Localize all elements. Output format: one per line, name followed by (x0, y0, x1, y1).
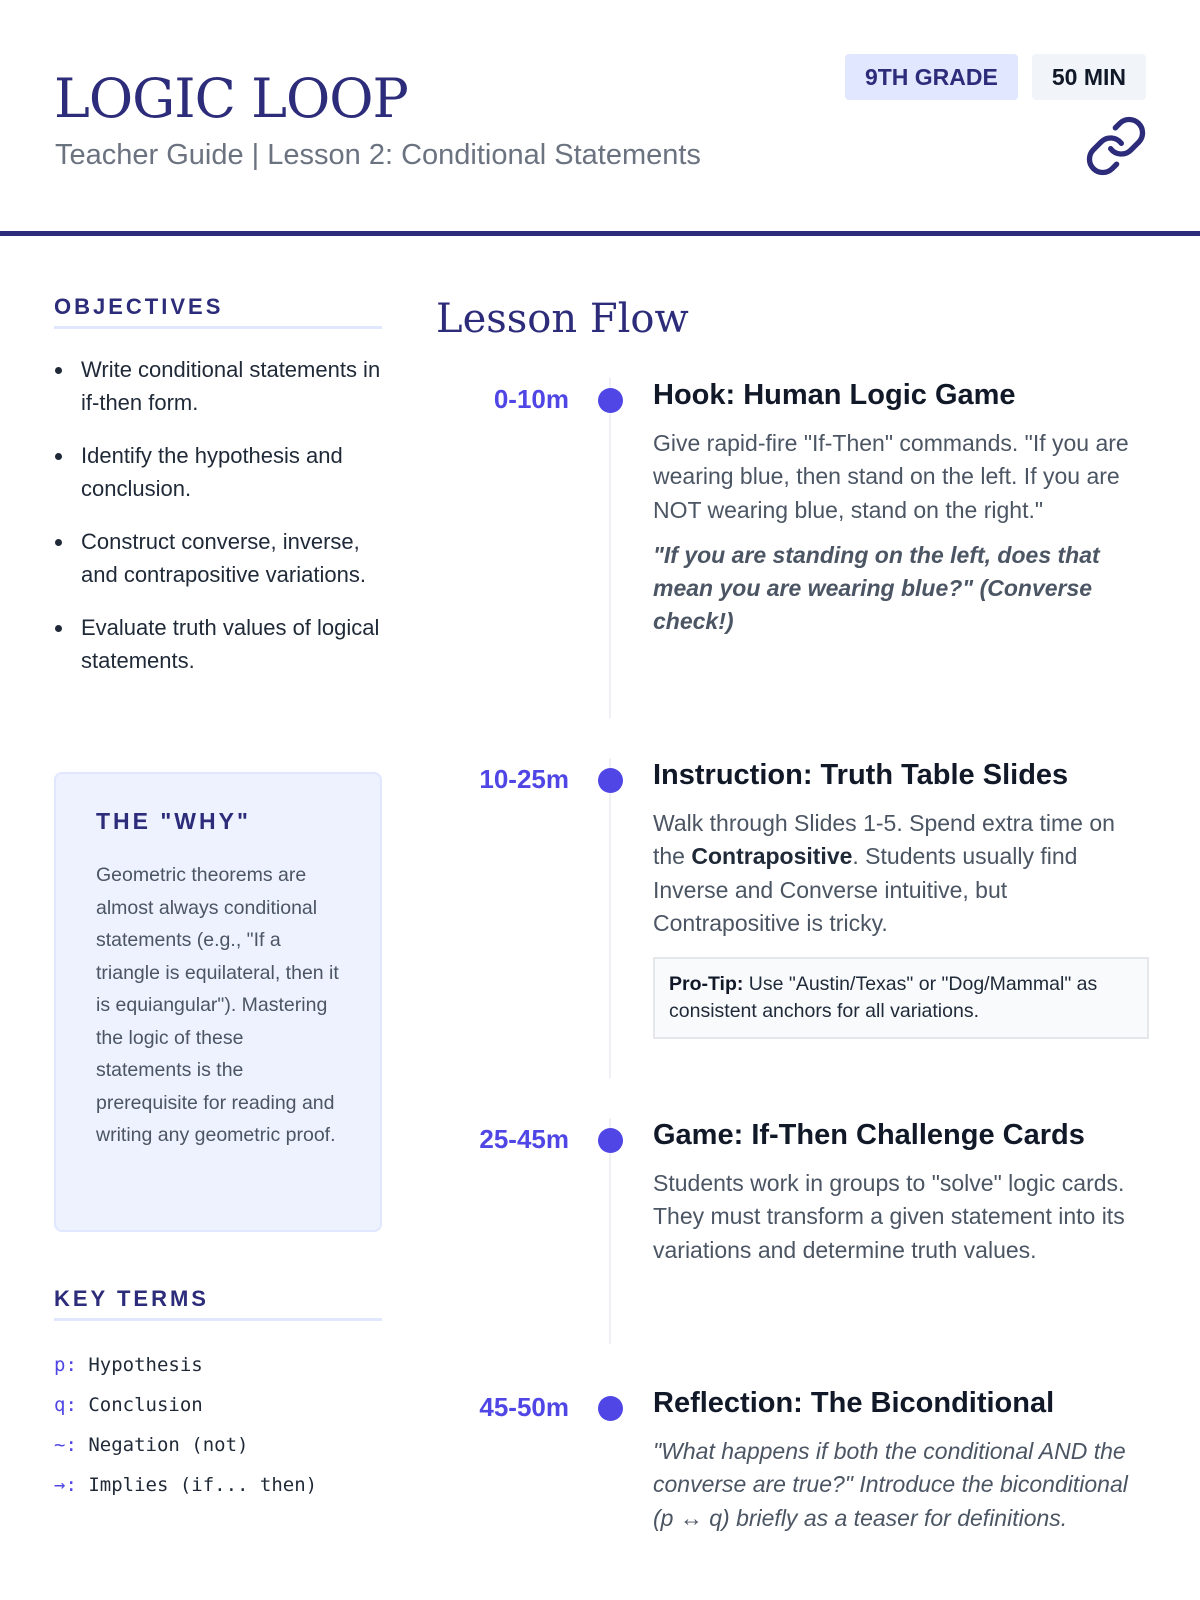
why-heading: THE "WHY" (96, 808, 251, 834)
step-content (653, 1386, 1149, 1535)
badge-group (845, 54, 1146, 100)
key-term (54, 1385, 382, 1425)
step-title: Hook: Human Logic Game (653, 379, 1016, 411)
key-term (54, 1425, 382, 1465)
key-terms-section (54, 1286, 382, 1505)
flow-step (436, 1386, 1148, 1596)
objective-item: Construct converse, inverse, and contrapositive variations. (54, 525, 382, 591)
term-symbol: q: (54, 1394, 77, 1416)
step-quote: "If you are standing on the left, does that mean you are wearing blue?" (Converse check!) (653, 542, 1100, 635)
step-content (653, 758, 1149, 1039)
duration-badge: 50 MIN (1032, 54, 1146, 100)
timeline-line (609, 758, 611, 1078)
grade-badge: 9TH GRADE (845, 54, 1018, 100)
key-term (54, 1345, 382, 1385)
key-terms-heading: KEY TERMS (54, 1286, 382, 1321)
pro-tip-text: Use "Austin/Texas" or "Dog/Mammal" as consistent anchors for all variations. (669, 972, 1098, 1022)
objective-item: Evaluate truth values of logical statements. (54, 611, 382, 677)
flow-step (436, 1118, 1148, 1344)
step-content (653, 378, 1149, 638)
term-symbol: ~: (54, 1434, 77, 1456)
why-callout (54, 772, 382, 1232)
step-time: 25-45m (479, 1124, 569, 1154)
timeline-dot (598, 768, 623, 793)
step-title: Reflection: The Biconditional (653, 1387, 1055, 1419)
timeline-dot (598, 1396, 623, 1421)
desc-text: Walk through Slides 1-5. Spend extra time on the (653, 809, 1115, 870)
pro-tip-box (653, 957, 1149, 1039)
term-symbol: p: (54, 1354, 77, 1376)
objectives-list (54, 353, 382, 677)
flow-step (436, 758, 1148, 1078)
page-subtitle: Teacher Guide | Lesson 2: Conditional Statements (55, 139, 701, 171)
desc-emphasis: Contrapositive (691, 843, 853, 870)
term-symbol: →: (54, 1474, 77, 1496)
step-description: Give rapid-fire "If-Then" commands. "If you are wearing blue, then stand on the left. If you are NOT wearing blue, stand on the right." (653, 429, 1129, 523)
pro-tip-label: Pro-Tip: (669, 972, 744, 995)
step-title: Instruction: Truth Table Slides (653, 759, 1069, 791)
brand-title: LOGIC LOOP (54, 67, 408, 130)
term-label: Conclusion (88, 1394, 203, 1416)
step-description: Students work in groups to "solve" logic cards. They must transform a given statement into its variations and determine truth values. (653, 1169, 1125, 1263)
flow-step (436, 378, 1148, 718)
objectives-heading: OBJECTIVES (54, 294, 382, 329)
objectives-section (54, 294, 382, 697)
page-header (0, 0, 1200, 236)
desc-text: . Students usually find Inverse and Converse intuitive, but Contrapositive is tricky. (653, 843, 1078, 937)
term-label: Negation (not) (88, 1434, 249, 1456)
timeline-dot (598, 1128, 623, 1153)
link-icon (1084, 114, 1148, 178)
objective-item: Write conditional statements in if-then form. (54, 353, 382, 419)
step-time: 45-50m (479, 1392, 569, 1422)
lesson-flow-heading: Lesson Flow (436, 296, 689, 342)
timeline-dot (598, 388, 623, 413)
objective-item: Identify the hypothesis and conclusion. (54, 439, 382, 505)
term-label: Implies (if... then) (88, 1474, 318, 1496)
step-description (653, 807, 1149, 941)
key-term (54, 1465, 382, 1505)
timeline-line (609, 378, 611, 718)
step-title: Game: If-Then Challenge Cards (653, 1119, 1085, 1151)
step-time: 0-10m (493, 384, 569, 414)
step-description: "What happens if both the conditional AND the converse are true?" Introduce the biconditional (p ↔ q) briefly as a teaser for definitions. (653, 1437, 1128, 1531)
step-time: 10-25m (479, 764, 569, 794)
why-body: Geometric theorems are almost always conditional statements (e.g., "If a triangle is equilateral, then it is equiangular"). Mastering the logic of these statements is the prerequisite for reading and writing any geometric proof. (96, 864, 339, 1146)
term-label: Hypothesis (88, 1354, 203, 1376)
step-content (653, 1118, 1149, 1267)
